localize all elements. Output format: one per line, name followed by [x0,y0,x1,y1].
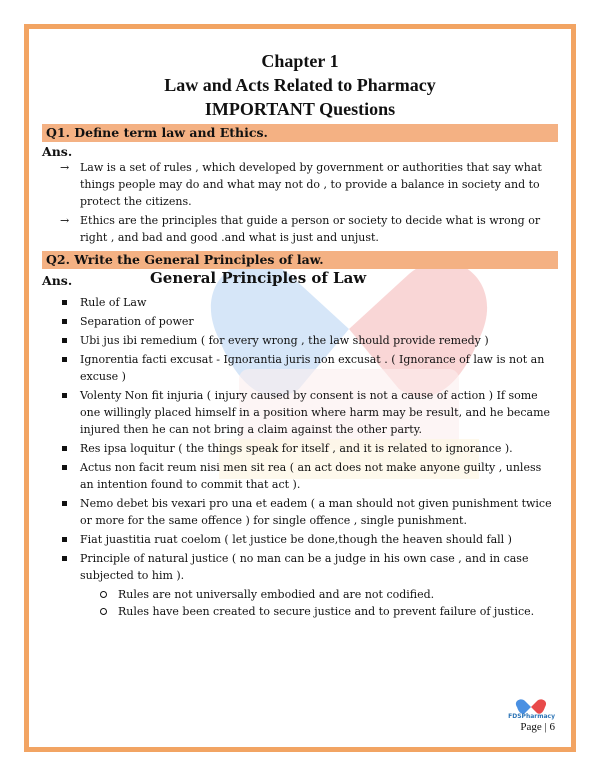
q1-answer-label: Ans. [42,144,73,159]
list-item: Principle of natural justice ( no man can be a judge in his own case , and in case subjected to him ). Rules are not universally embodied and are not codified. Rules have been created to secure justice and to prevent failure of justice. [60,550,557,620]
square-bullet-icon [62,357,67,362]
arrow-right-icon: → [60,214,70,227]
square-bullet-icon [62,338,67,343]
general-principles-heading: General Principles of Law [150,269,367,287]
square-bullet-icon [62,393,67,398]
square-bullet-icon [62,465,67,470]
square-bullet-icon [62,537,67,542]
question-2-bar: Q2. Write the General Principles of law. [42,251,558,269]
list-item: → Ethics are the principles that guide a person or society to decide what is wrong or right , and bad and good .and what is just and unjust. [60,214,541,244]
list-item: Volenty Non fit injuria ( injury caused by consent is not a cause of action ) If some one willingly placed himself in a position where harm may be result, and he became injured then he can not bring a claim against the other party. [60,387,557,438]
circle-bullet-icon [100,591,107,598]
q2-answer-label: Ans. [42,273,73,288]
list-item: Rules have been created to secure justice and to prevent failure of justice. [80,603,557,620]
arrow-right-icon: → [60,161,70,174]
chapter-number: Chapter 1 [261,51,339,71]
question-1-bar: Q1. Define term law and Ethics. [42,124,558,142]
square-bullet-icon [62,501,67,506]
list-item: Res ipsa loquitur ( the things speak for itself , and it is related to ignorance ). [60,440,557,457]
list-item: Ubi jus ibi remedium ( for every wrong , the law should provide remedy ) [60,332,557,349]
footer-brand: FDSPharmacy [508,713,555,720]
square-bullet-icon [62,556,67,561]
q1-answer-list [60,159,557,248]
list-item: Rules are not universally embodied and are not codified. [80,586,557,603]
q2-principles-list [60,294,557,622]
chapter-title: Law and Acts Related to Pharmacy [164,75,436,95]
list-item: Ignorentia facti excusat - Ignorantia juris non excusat . ( Ignorance of law is not an excuse ) [60,351,557,385]
circle-bullet-icon [100,608,107,615]
list-item: Separation of power [60,313,557,330]
square-bullet-icon [62,446,67,451]
list-item: Rule of Law [60,294,557,311]
page-frame [24,24,576,752]
list-item: Fiat juastitia ruat coelom ( let justice be done,though the heaven should fall ) [60,531,557,548]
chapter-subtitle: IMPORTANT Questions [204,99,396,119]
list-item: Nemo debet bis vexari pro una et eadem ( a man should not given punishment twice or more for the same offence ) for single offence , single punishment. [60,495,557,529]
page-number: Page | 6 [520,721,555,733]
list-item: Actus non facit reum nisi men sit rea ( an act does not make anyone guilty , unless an intention found to commit that act ). [60,459,557,493]
natural-justice-sublist [80,586,557,620]
chapter-header [29,49,571,121]
square-bullet-icon [62,319,67,324]
square-bullet-icon [62,300,67,305]
list-item: → Law is a set of rules , which developed by government or authorities that say what things people may do and what may not do , to provide a balance in society and to protect the citizens. [60,161,542,208]
